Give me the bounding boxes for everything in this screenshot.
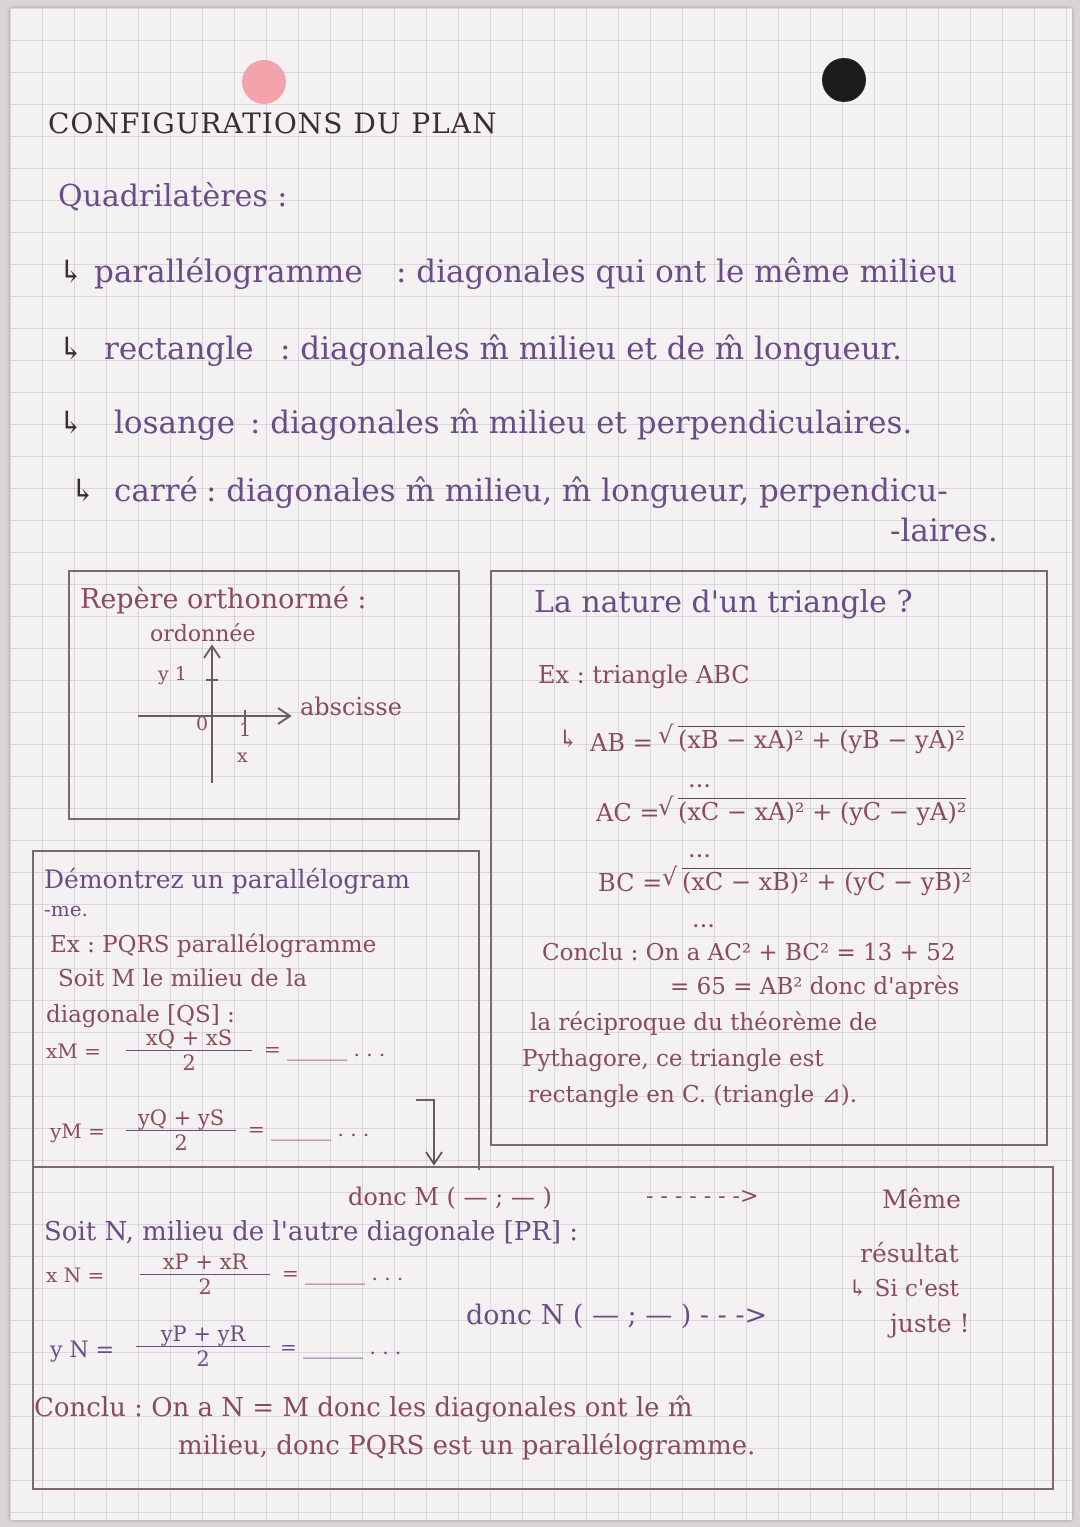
xn-fraction bbox=[140, 1250, 270, 1299]
yn-label: y N = bbox=[50, 1338, 115, 1363]
quad-desc: : diagonales m̂ milieu et de m̂ longueur. bbox=[280, 331, 902, 367]
demo-soit-m: Soit M le milieu de la bbox=[58, 966, 307, 992]
triangle-title: La nature d'un triangle ? bbox=[534, 585, 913, 620]
axes-diagram bbox=[130, 638, 310, 788]
quad-desc: : diagonales m̂ milieu et perpendiculaires. bbox=[250, 405, 913, 441]
ym-label: yM = bbox=[50, 1119, 105, 1143]
meme-resultat-line: ↳ Si c'est bbox=[848, 1276, 959, 1302]
arrow-icon: ↳ bbox=[70, 473, 96, 509]
page-title: CONFIGURATIONS DU PLAN bbox=[48, 107, 498, 140]
bc-label: BC = bbox=[598, 869, 663, 897]
quad-name: losange bbox=[114, 405, 236, 441]
sqrt-symbol: √ bbox=[658, 793, 674, 821]
ab-label: AB = bbox=[590, 729, 653, 757]
quad-name: carré bbox=[114, 473, 198, 509]
demo-example: Ex : PQRS parallélogramme bbox=[50, 932, 377, 958]
demo-title: Démontrez un parallélogram bbox=[44, 865, 410, 894]
xm-label: xM = bbox=[46, 1039, 101, 1063]
dots: ... bbox=[688, 835, 711, 863]
meme-resultat-line: résultat bbox=[860, 1239, 959, 1268]
abscisse-label: abscisse bbox=[300, 693, 402, 721]
yn-denominator: 2 bbox=[196, 1347, 210, 1371]
down-arrow-icon bbox=[414, 1096, 454, 1170]
arrow-icon: ↳ bbox=[58, 405, 84, 441]
ym-denominator: 2 bbox=[174, 1131, 188, 1155]
ym-fill: = ______ . . . bbox=[248, 1117, 370, 1141]
quad-desc: : diagonales qui ont le même milieu bbox=[396, 254, 957, 290]
xm-fill: = ______ . . . bbox=[264, 1037, 386, 1061]
xn-denominator: 2 bbox=[198, 1275, 212, 1299]
xn-label: x N = bbox=[46, 1263, 105, 1287]
quad-desc-continued: -laires. bbox=[890, 513, 998, 549]
dots: ... bbox=[688, 765, 711, 793]
quad-desc: : diagonales m̂ milieu, m̂ longueur, perpendicu- bbox=[206, 473, 948, 509]
donc-n: donc N ( — ; — ) - - -> bbox=[466, 1300, 768, 1331]
yn-numerator: yP + yR bbox=[136, 1322, 270, 1347]
dots: ... bbox=[692, 905, 715, 933]
xn-fill: = ______ . . . bbox=[282, 1261, 404, 1285]
triangle-conclusion-line: Conclu : On a AC² + BC² = 13 + 52 bbox=[542, 940, 956, 966]
yn-fill: = ______ . . . bbox=[280, 1335, 402, 1359]
punch-hole-dark bbox=[822, 58, 866, 102]
ac-label: AC = bbox=[596, 799, 660, 827]
y1-label: y 1 bbox=[158, 663, 187, 685]
x-label: x bbox=[237, 745, 248, 767]
sqrt-symbol: √ bbox=[662, 863, 678, 891]
arrow-icon: ↳ bbox=[58, 331, 84, 367]
quad-heading: Quadrilatères : bbox=[58, 179, 288, 214]
ab-expr: (xB − xA)² + (yB − yA)² bbox=[678, 726, 965, 754]
donc-m: donc M ( — ; — ) bbox=[348, 1183, 552, 1211]
meme-resultat-line: juste ! bbox=[890, 1309, 970, 1338]
ym-numerator: yQ + yS bbox=[126, 1106, 236, 1131]
demo-title-cont: -me. bbox=[44, 897, 88, 921]
xm-denominator: 2 bbox=[182, 1051, 196, 1075]
repere-title: Repère orthonormé : bbox=[80, 584, 367, 615]
sqrt-symbol: √ bbox=[658, 721, 674, 749]
origin-label: 0 bbox=[196, 713, 209, 735]
triangle-conclusion-line: rectangle en C. (triangle ⊿). bbox=[528, 1082, 858, 1108]
triangle-conclusion-line: la réciproque du théorème de bbox=[530, 1010, 878, 1036]
quad-name: rectangle bbox=[104, 331, 254, 367]
punch-hole-pink bbox=[242, 60, 286, 104]
soit-n: Soit N, milieu de l'autre diagonale [PR] : bbox=[44, 1217, 578, 1247]
arrow-icon: ↳ bbox=[58, 254, 84, 290]
arrow-icon: ↳ bbox=[558, 725, 579, 753]
final-conclusion-line: milieu, donc PQRS est un parallélogramme. bbox=[178, 1431, 756, 1461]
ac-expr: (xC − xA)² + (yC − yA)² bbox=[678, 798, 967, 826]
ym-fraction bbox=[126, 1106, 236, 1155]
notebook-page bbox=[10, 8, 1072, 1520]
one-label: 1 bbox=[239, 719, 252, 741]
final-conclusion-line: Conclu : On a N = M donc les diagonales ont le m̂ bbox=[34, 1393, 693, 1423]
ordonnee-label: ordonnée bbox=[150, 622, 256, 647]
xm-fraction bbox=[126, 1026, 252, 1075]
quad-name: parallélogramme bbox=[94, 254, 363, 290]
meme-resultat-line: Même bbox=[882, 1185, 961, 1214]
triangle-example: Ex : triangle ABC bbox=[538, 661, 750, 689]
bc-expr: (xC − xB)² + (yC − yB)² bbox=[682, 868, 971, 896]
yn-fraction bbox=[136, 1322, 270, 1371]
xn-numerator: xP + xR bbox=[140, 1250, 270, 1275]
dashed-arrow: - - - - - - -> bbox=[646, 1184, 759, 1209]
triangle-conclusion-line: Pythagore, ce triangle est bbox=[522, 1046, 824, 1072]
triangle-conclusion-line: = 65 = AB² donc d'après bbox=[670, 974, 960, 1000]
demo-diagonale-qs: diagonale [QS] : bbox=[46, 1002, 235, 1028]
xm-numerator: xQ + xS bbox=[126, 1026, 252, 1051]
